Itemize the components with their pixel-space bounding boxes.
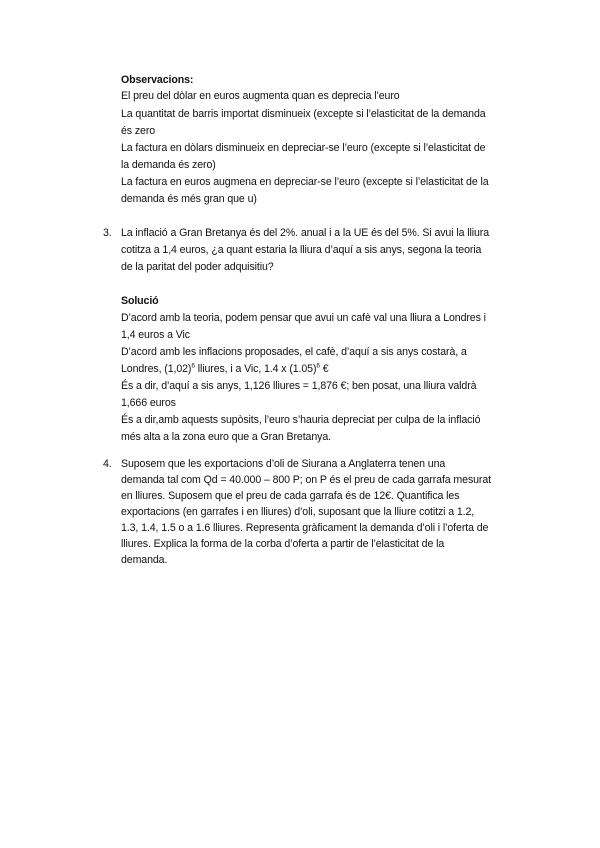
solution-line: més alta a la zona euro que a Gran Bretanya. bbox=[121, 431, 331, 443]
question-3-line: de la paritat del poder adquisitiu? bbox=[121, 261, 274, 273]
question-4-line: exportacions (en garrafes i en lliures) d’oli, suposant que la lliure cotitzi a 1.2, bbox=[121, 506, 475, 518]
question-4-number: 4. bbox=[103, 458, 112, 470]
solution-line: D’acord amb les inflacions proposades, el cafè, d’aquí a sis anys costarà, a bbox=[121, 346, 467, 358]
formula-text: lliures, i a Vic, 1.4 x (1.05) bbox=[194, 363, 317, 375]
question-4-line: demanda. bbox=[121, 554, 168, 566]
question-3-line: cotitza a 1,4 euros, ¿a quant estaria la lliura d’aquí a sis anys, segona la teoria bbox=[121, 244, 482, 256]
observations-heading: Observacions: bbox=[121, 74, 194, 86]
question-3-line: La inflació a Gran Bretanya és del 2%. anual i a la UE és del 5%. Si avui la lliura bbox=[121, 227, 489, 239]
observation-line: La factura en euros augmena en depreciar-se l’euro (excepte si l’elasticitat de la bbox=[121, 176, 489, 188]
solution-line: 1,4 euros a Vic bbox=[121, 329, 190, 341]
question-4-line: en lliures. Suposem que el preu de cada garrafa és de 12€. Quantifica les bbox=[121, 490, 460, 502]
question-4-line: lliures. Explica la forma de la corba d’oferta a partir de l’elasticitat de la bbox=[121, 538, 445, 550]
solution-line: És a dir, d’aquí a sis anys, 1,126 lliures = 1,876 €; ben posat, una lliura valdrà bbox=[121, 380, 477, 392]
exponent: 6 bbox=[316, 362, 320, 370]
question-4-line: 1.3, 1.4, 1.5 o a 1.6 lliures. Representa gràficament la demanda d’oli i l’oferta de bbox=[121, 522, 489, 534]
question-3-number: 3. bbox=[103, 227, 112, 239]
observation-line: demanda és més gran que u) bbox=[121, 193, 257, 205]
observation-line: La factura en dòlars disminueix en depreciar-se l’euro (excepte si l’elasticitat de bbox=[121, 142, 486, 154]
formula-text: Londres, (1,02) bbox=[121, 363, 192, 375]
solution-line-formula bbox=[121, 362, 329, 376]
solution-line: És a dir,amb aquests supòsits, l’euro s’hauria depreciat per culpa de la inflació bbox=[121, 414, 481, 426]
observation-line: La quantitat de barris importat disminueix (excepte si l’elasticitat de la demanda bbox=[121, 108, 486, 120]
exponent: 6 bbox=[191, 362, 195, 370]
solution-line: D’acord amb la teoria, podem pensar que avui un cafè val una lliura a Londres i bbox=[121, 312, 486, 324]
question-4-line: demanda tal com Qd = 40.000 – 800 P; on P és el preu de cada garrafa mesurat bbox=[121, 474, 491, 486]
question-4-line: Suposem que les exportacions d’oli de Siurana a Anglaterra tenen una bbox=[121, 458, 446, 470]
solution-heading: Solució bbox=[121, 295, 159, 307]
observation-line: El preu del dòlar en euros augmenta quan es deprecia l’euro bbox=[121, 90, 400, 102]
observation-line: és zero bbox=[121, 125, 156, 137]
observation-line: la demanda és zero) bbox=[121, 159, 216, 171]
formula-text: € bbox=[319, 363, 329, 375]
solution-line: 1,666 euros bbox=[121, 397, 176, 409]
